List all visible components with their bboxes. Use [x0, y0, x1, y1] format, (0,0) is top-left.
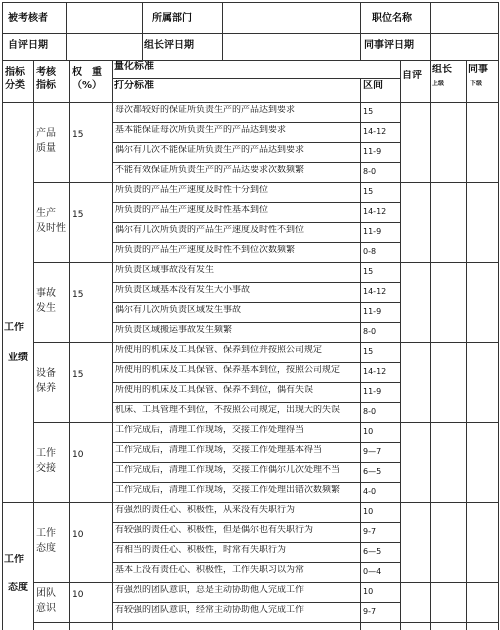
peer-score-cell-5-0[interactable] — [467, 503, 497, 521]
range-value-5-0: 10 — [363, 507, 374, 516]
peer-score-cell-6-1[interactable] — [467, 603, 497, 621]
self-score-cell-4-3[interactable] — [401, 483, 429, 501]
peer-score-cell-3-2[interactable] — [467, 383, 497, 401]
rule — [112, 482, 400, 483]
rule — [112, 542, 400, 543]
range-value-3-2: 11-9 — [363, 387, 382, 396]
range-value-1-1: 14-12 — [363, 207, 387, 216]
category-performance-b: 业绩 — [8, 352, 28, 363]
category-performance-a: 工作 — [4, 322, 24, 333]
score-std-3-3: 机床、工具管理不到位，不按照公司规定，出现大的失误 — [115, 405, 341, 415]
score-std-4-1: 工作完成后，清理工作现场，交接工作处理基本得当 — [115, 445, 323, 455]
leader-score-cell-0-0[interactable] — [431, 103, 465, 121]
self-score-cell-0-2[interactable] — [401, 143, 429, 161]
self-score-cell-0-1[interactable] — [401, 123, 429, 141]
peer-score-cell-1-1[interactable] — [467, 203, 497, 221]
rule — [66, 2, 67, 60]
indicator-name-6: 团队 意识 — [36, 588, 56, 614]
peer-score-cell-4-1[interactable] — [467, 443, 497, 461]
rule — [360, 78, 361, 630]
score-std-1-3: 所负责的产品生产速度及时性不到位次数频繁 — [115, 245, 296, 255]
range-value-5-1: 9-7 — [363, 527, 377, 536]
score-std-2-0: 所负责区域事故没有发生 — [115, 265, 215, 275]
self-eval-header: 自评 — [402, 70, 422, 81]
self-score-cell-3-1[interactable] — [401, 363, 429, 381]
self-score-cell-2-0[interactable] — [401, 263, 429, 281]
leader-score-cell-6-1[interactable] — [431, 603, 465, 621]
rule — [2, 2, 3, 630]
leader-date-value-cell[interactable] — [222, 34, 360, 60]
leader-score-cell-0-2[interactable] — [431, 143, 465, 161]
leader-score-cell-1-3[interactable] — [431, 243, 465, 261]
leader-score-cell-1-2[interactable] — [431, 223, 465, 241]
peer-sub-header: 下级 — [470, 80, 483, 87]
indicator-class-header: 指标分类 — [5, 67, 25, 91]
leader-score-cell-4-2[interactable] — [431, 463, 465, 481]
rule — [2, 502, 33, 503]
score-std-3-1: 所使用的机床及工具保管、保养基本到位，按照公司规定 — [115, 365, 341, 375]
score-std-1-2: 偶尔有几次所负责的产品生产速度及时性不到位 — [115, 225, 305, 235]
peer-score-cell-4-3[interactable] — [467, 483, 497, 501]
indicator-weight-5: 10 — [72, 530, 84, 540]
rule — [222, 2, 223, 60]
indicator-weight-3: 15 — [72, 370, 84, 380]
category-attitude-a: 工作 — [4, 554, 24, 565]
peer-date-label: 同事评日期 — [364, 40, 414, 51]
rule — [430, 2, 431, 60]
leader-date-label: 组长评日期 — [144, 40, 194, 51]
peer-eval-header: 同事 — [468, 64, 488, 75]
leader-score-cell-4-3[interactable] — [431, 483, 465, 501]
peer-score-cell-4-0[interactable] — [467, 423, 497, 441]
peer-score-cell-0-0[interactable] — [467, 103, 497, 121]
self-score-cell-5-3[interactable] — [401, 563, 429, 581]
peer-score-cell-3-3[interactable] — [467, 403, 497, 421]
range-value-1-3: 0-8 — [363, 247, 377, 256]
range-value-1-0: 15 — [363, 187, 374, 196]
position-label: 职位名称 — [372, 13, 412, 24]
indicator-weight-4: 10 — [72, 450, 84, 460]
score-std-1-0: 所负责的产品生产速度及时性十分到位 — [115, 185, 269, 195]
rule — [112, 382, 400, 383]
self-score-cell-1-1[interactable] — [401, 203, 429, 221]
range-value-0-2: 11-9 — [363, 147, 382, 156]
category-attitude-b: 态度 — [8, 582, 28, 593]
peer-score-cell-2-0[interactable] — [467, 263, 497, 281]
assessee-label: 被考核者 — [8, 13, 48, 24]
rule — [33, 422, 498, 423]
range-value-0-1: 14-12 — [363, 127, 387, 136]
indicator-name-2: 事故 发生 — [36, 288, 56, 314]
leader-score-cell-4-1[interactable] — [431, 443, 465, 461]
quant-std-header: 量化标准 — [114, 61, 154, 72]
rule — [112, 522, 400, 523]
indicator-name-0: 产品 质量 — [36, 128, 56, 154]
rule — [112, 462, 400, 463]
self-score-cell-5-2[interactable] — [401, 543, 429, 561]
self-score-cell-3-0[interactable] — [401, 343, 429, 361]
leader-score-cell-1-0[interactable] — [431, 183, 465, 201]
score-std-5-3: 基本上没有责任心、积极性，工作失职习以为常 — [115, 565, 305, 575]
self-score-cell-6-0[interactable] — [401, 583, 429, 601]
leader-score-cell-2-0[interactable] — [431, 263, 465, 281]
score-std-4-3: 工作完成后，清理工作现场，交接工作处理出错次数频繁 — [115, 485, 341, 495]
range-value-5-3: 0—4 — [363, 567, 382, 576]
range-value-2-2: 11-9 — [363, 307, 382, 316]
leader-score-cell-0-1[interactable] — [431, 123, 465, 141]
leader-score-cell-5-2[interactable] — [431, 543, 465, 561]
self-score-cell-1-3[interactable] — [401, 243, 429, 261]
leader-score-cell-2-3[interactable] — [431, 323, 465, 341]
score-std-6-1: 有较强的团队意识，经常主动协助他人完成工作 — [115, 605, 305, 615]
indicator-name-3: 设备 保养 — [36, 368, 56, 394]
range-value-3-1: 14-12 — [363, 367, 387, 376]
rule — [2, 2, 498, 3]
peer-score-cell-5-2[interactable] — [467, 543, 497, 561]
self-score-cell-3-2[interactable] — [401, 383, 429, 401]
rule — [33, 502, 498, 503]
rule — [112, 142, 400, 143]
rule — [400, 60, 401, 78]
score-std-0-2: 偶尔有几次不能保证所负责生产的产品达到要求 — [115, 145, 305, 155]
indicator-weight-1: 15 — [72, 210, 84, 220]
rule — [112, 562, 400, 563]
range-value-4-0: 10 — [363, 427, 374, 436]
range-value-6-1: 9-7 — [363, 607, 377, 616]
leader-score-cell-2-1[interactable] — [431, 283, 465, 301]
rule — [466, 78, 467, 630]
score-std-1-1: 所负责的产品生产速度及时性基本到位 — [115, 205, 269, 215]
peer-score-cell-5-1[interactable] — [467, 523, 497, 541]
self-score-cell-0-3[interactable] — [401, 163, 429, 181]
range-value-3-3: 8-0 — [363, 407, 377, 416]
assess-indicator-header: 考核指标 — [36, 67, 56, 91]
self-score-cell-5-1[interactable] — [401, 523, 429, 541]
score-std-3-0: 所使用的机床及工具保管、保养到位并按照公司规定 — [115, 345, 323, 355]
position-value-cell[interactable] — [432, 4, 496, 34]
peer-score-cell-2-1[interactable] — [467, 283, 497, 301]
range-value-2-0: 15 — [363, 267, 374, 276]
leader-score-cell-3-0[interactable] — [431, 343, 465, 361]
self-score-cell-4-2[interactable] — [401, 463, 429, 481]
leader-sub-header: 上级 — [432, 80, 445, 87]
peer-score-cell-1-2[interactable] — [467, 223, 497, 241]
rule — [430, 60, 431, 78]
indicator-name-4: 工作 交接 — [36, 448, 56, 474]
leader-score-cell-5-0[interactable] — [431, 503, 465, 521]
score-std-4-0: 工作完成后，清理工作现场，交接工作处理得当 — [115, 425, 305, 435]
rule — [33, 622, 498, 623]
rule — [112, 222, 400, 223]
score-std-0-1: 基本能保证每次所负责生产的产品达到要求 — [115, 125, 287, 135]
self-score-cell-1-2[interactable] — [401, 223, 429, 241]
range-header: 区间 — [363, 80, 383, 91]
leader-score-cell-2-2[interactable] — [431, 303, 465, 321]
score-std-0-0: 每次都较好的保证所负责生产的产品达到要求 — [115, 105, 296, 115]
leader-score-cell-0-3[interactable] — [431, 163, 465, 181]
range-value-4-1: 9—7 — [363, 447, 382, 456]
leader-eval-header: 组长 — [432, 64, 452, 75]
rule — [430, 78, 431, 630]
rule — [33, 262, 498, 263]
rule — [360, 2, 361, 60]
peer-score-cell-0-2[interactable] — [467, 143, 497, 161]
rule — [466, 60, 467, 78]
peer-score-cell-3-0[interactable] — [467, 343, 497, 361]
leader-score-cell-3-1[interactable] — [431, 363, 465, 381]
score-std-5-2: 有相当的责任心、积极性，时常有失职行为 — [115, 545, 287, 555]
assessee-value-cell[interactable] — [66, 4, 152, 34]
department-label: 所属部门 — [152, 13, 192, 24]
self-score-cell-4-1[interactable] — [401, 443, 429, 461]
self-date-value-cell[interactable] — [66, 34, 142, 60]
weight-header: 权 重（%） — [72, 67, 103, 91]
range-value-3-0: 15 — [363, 347, 374, 356]
score-std-6-0: 有强烈的团队意识，总是主动协助他人完成工作 — [115, 585, 305, 595]
rule — [400, 78, 401, 630]
rule — [33, 582, 498, 583]
range-value-0-3: 8-0 — [363, 167, 377, 176]
peer-score-cell-2-2[interactable] — [467, 303, 497, 321]
indicator-name-1: 生产 及时性 — [36, 208, 66, 234]
peer-score-cell-3-1[interactable] — [467, 363, 497, 381]
rule — [69, 60, 70, 630]
self-score-cell-5-0[interactable] — [401, 503, 429, 521]
range-value-0-0: 15 — [363, 107, 374, 116]
rule — [112, 602, 400, 603]
leader-score-cell-3-3[interactable] — [431, 403, 465, 421]
rule — [33, 182, 498, 183]
self-score-cell-0-0[interactable] — [401, 103, 429, 121]
rule — [142, 2, 143, 60]
leader-score-cell-3-2[interactable] — [431, 383, 465, 401]
rule — [33, 342, 498, 343]
self-score-cell-2-2[interactable] — [401, 303, 429, 321]
score-std-5-1: 有较强的责任心、积极性，但是偶尔也有失职行为 — [115, 525, 314, 535]
rule — [112, 282, 400, 283]
indicator-weight-2: 15 — [72, 290, 84, 300]
rule — [2, 102, 498, 103]
peer-score-cell-0-1[interactable] — [467, 123, 497, 141]
rule — [112, 78, 400, 79]
rule — [2, 60, 498, 61]
self-score-cell-2-3[interactable] — [401, 323, 429, 341]
range-value-4-2: 6—5 — [363, 467, 382, 476]
range-value-4-3: 4-0 — [363, 487, 377, 496]
self-score-cell-4-0[interactable] — [401, 423, 429, 441]
leader-score-cell-4-0[interactable] — [431, 423, 465, 441]
range-value-5-2: 6—5 — [363, 547, 382, 556]
score-std-2-3: 所负责区域搬运事故发生频繁 — [115, 325, 233, 335]
range-value-2-1: 14-12 — [363, 287, 387, 296]
rule — [112, 402, 400, 403]
self-score-cell-6-1[interactable] — [401, 603, 429, 621]
range-value-2-3: 8-0 — [363, 327, 377, 336]
indicator-name-5: 工作 态度 — [36, 528, 56, 554]
score-std-2-1: 所负责区域基本没有发生大小事故 — [115, 285, 251, 295]
range-value-1-2: 11-9 — [363, 227, 382, 236]
self-score-cell-1-0[interactable] — [401, 183, 429, 201]
peer-score-cell-4-2[interactable] — [467, 463, 497, 481]
score-std-4-2: 工作完成后，清理工作现场，交接工作偶尔几次处理不当 — [115, 465, 341, 475]
indicator-weight-0: 15 — [72, 130, 84, 140]
department-value-cell[interactable] — [222, 4, 360, 34]
indicator-weight-6: 10 — [72, 590, 84, 600]
rule — [112, 162, 400, 163]
self-date-label: 自评日期 — [8, 40, 48, 51]
score-std-5-0: 有强烈的责任心、积极性，从来没有失职行为 — [115, 505, 296, 515]
rule — [112, 202, 400, 203]
peer-score-cell-1-0[interactable] — [467, 183, 497, 201]
leader-score-cell-5-1[interactable] — [431, 523, 465, 541]
leader-score-cell-5-3[interactable] — [431, 563, 465, 581]
peer-date-value-cell[interactable] — [432, 34, 496, 60]
rule — [112, 122, 400, 123]
score-std-2-2: 偶尔有几次所负责区域发生事故 — [115, 305, 242, 315]
leader-score-cell-1-1[interactable] — [431, 203, 465, 221]
score-std-header: 打分标准 — [114, 80, 154, 91]
rule — [33, 60, 34, 630]
rule — [112, 362, 400, 363]
self-score-cell-2-1[interactable] — [401, 283, 429, 301]
rule — [112, 242, 400, 243]
rule — [112, 302, 400, 303]
score-std-0-3: 不能有效保证所负责生产的产品达要求次数频繁 — [115, 165, 305, 175]
rule — [2, 33, 498, 34]
peer-score-cell-5-3[interactable] — [467, 563, 497, 581]
range-value-6-0: 10 — [363, 587, 374, 596]
leader-score-cell-6-0[interactable] — [431, 583, 465, 601]
peer-score-cell-2-3[interactable] — [467, 323, 497, 341]
score-std-3-2: 所使用的机床及工具保管、保养不到位，偶有失误 — [115, 385, 314, 395]
rule — [112, 442, 400, 443]
rule — [498, 2, 499, 630]
rule — [112, 322, 400, 323]
peer-score-cell-6-0[interactable] — [467, 583, 497, 601]
peer-score-cell-1-3[interactable] — [467, 243, 497, 261]
self-score-cell-3-3[interactable] — [401, 403, 429, 421]
rule — [112, 60, 113, 630]
peer-score-cell-0-3[interactable] — [467, 163, 497, 181]
